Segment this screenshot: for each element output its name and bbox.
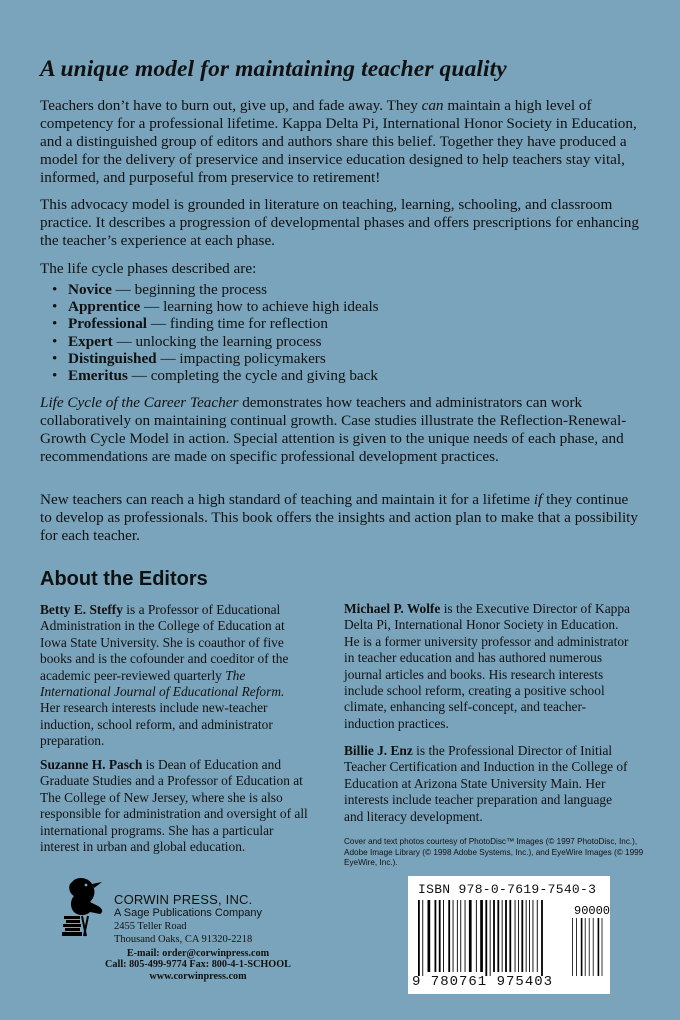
phase-description: — unlocking the learning process: [112, 332, 322, 350]
bullet-icon: •: [52, 281, 58, 298]
editor-name: Michael P. Wolfe: [344, 601, 441, 616]
corwin-raven-logo-icon: [60, 876, 110, 938]
barcode-addon: 90000: [574, 904, 611, 918]
barcode-bar: [485, 900, 487, 976]
book-description: [40, 394, 640, 466]
barcode-bar: [541, 900, 543, 976]
phase-name: Professional: [68, 315, 148, 333]
ean-digits: 9 780761 975403: [412, 974, 554, 990]
closing-paragraph: [40, 491, 640, 545]
publisher-website: www.corwinpress.com: [149, 970, 247, 982]
barcode-bars-icon: [414, 900, 611, 976]
barcode-bar: [529, 900, 530, 972]
editor-name: Betty E. Steffy: [40, 602, 123, 617]
barcode-bar: [480, 900, 483, 972]
barcode-bar: [515, 900, 516, 972]
phase-item: [52, 298, 612, 315]
isbn-number: ISBN 978-0-7619-7540-3: [418, 882, 597, 897]
barcode-bar: [435, 900, 437, 972]
barcode-bar: [497, 900, 499, 972]
barcode-addon-bar: [585, 918, 586, 976]
editor-bio-text: Her research interests include new-teacher induction, school reform, and administrator preparation.: [40, 700, 273, 749]
phases-intro: The life cycle phases described are:: [40, 260, 257, 277]
barcode-bar: [537, 900, 538, 972]
photo-credits: Cover and text photos courtesy of PhotoDisc™ Images (© 1997 PhotoDisc, Inc.), Adobe Image Library (© 1998 Adobe Systems, Inc.), and EyeWire Images (© 1999 EyeWire, Inc.).: [344, 837, 644, 867]
phase-description: — learning how to achieve high ideals: [140, 298, 379, 316]
book-description-text: demonstrates how teachers and administrators can work collaboratively on maintaining continual growth. Case studies illustrate the Reflection-Renewal-Growth Cycle Model in action. Special attention is given to the unique needs of each phase, and recommendations are made on specific professional development practices.: [40, 394, 627, 465]
book-title: Life Cycle of the Career Teacher: [40, 394, 239, 411]
barcode-addon-bar: [589, 918, 590, 976]
editor-bio-steffy: [40, 602, 302, 750]
barcode-bar: [457, 900, 458, 972]
editor-bio-wolfe: [344, 601, 634, 732]
publisher-name: CORWIN PRESS, INC.: [114, 892, 253, 907]
publisher-phone-fax: Call: 805-499-9774 Fax: 800-4-1-SCHOOL: [105, 959, 291, 971]
bullet-icon: •: [52, 315, 58, 333]
barcode-addon-bar: [576, 918, 577, 976]
phase-description: — beginning the process: [111, 281, 268, 298]
publisher-address: [114, 921, 252, 946]
bullet-icon: •: [52, 298, 58, 316]
barcode-bar: [533, 900, 534, 972]
barcode-bar: [443, 900, 444, 972]
intro-emphasis: can: [421, 97, 444, 114]
phase-description: — impacting policymakers: [156, 349, 326, 367]
bullet-icon: •: [52, 349, 58, 367]
barcode-addon-bar: [598, 918, 600, 976]
editor-name: Suzanne H. Pasch: [40, 757, 143, 772]
intro-text-start: Teachers don’t have to burn out, give up, and fade away. They: [40, 97, 422, 114]
phase-item: [52, 333, 612, 350]
phase-name: Expert: [68, 332, 113, 350]
barcode-bar: [509, 900, 511, 972]
barcode-bar: [505, 900, 507, 972]
barcode-bar: [460, 900, 461, 972]
barcode-bar: [469, 900, 472, 972]
barcode-bar: [476, 900, 477, 972]
headline: A unique model for maintaining teacher quality: [40, 56, 507, 82]
barcode-bar: [428, 900, 431, 972]
editor-bio-text: is the Executive Director of Kappa Delta Pi, International Honor Society in Education. He is a former university professor and administrator in teacher education and has authored numerous journal articles and books. His research interests include school reform, creating a positive school climate, enhancing self-concept, and teacher-induction practices.: [344, 601, 630, 731]
intro-text-end: maintain a high level of competency for a professional lifetime. Kappa Delta Pi, International Honor Society in Education, and a distinguished group of editors and authors share this belief. Together they have produced a model for the delivery of preservice and inservice education designed to help teachers stay vital, informed, and purposeful from preservice to retirement!: [40, 97, 637, 186]
phase-name: Novice: [68, 281, 112, 298]
phase-item: [52, 281, 612, 298]
phase-item: [52, 315, 612, 332]
editor-name: Billie J. Enz: [344, 743, 413, 758]
about-editors-heading: About the Editors: [40, 568, 208, 590]
phases-list: [52, 281, 612, 384]
isbn-barcode: [408, 876, 610, 994]
barcode-addon-bar: [581, 918, 583, 976]
model-paragraph: This advocacy model is grounded in literature on teaching, learning, schooling, and classroom practice. It describes a progression of developmental phases and offers prescriptions for enhancing the teacher’s experience at each phase.: [40, 196, 639, 249]
barcode-addon-bar: [572, 918, 573, 976]
barcode-addon-bar: [602, 918, 603, 976]
publisher-email: E-mail: order@corwinpress.com: [126, 948, 270, 959]
address-line: 2455 Teller Road: [114, 921, 187, 932]
phase-name: Apprentice: [68, 298, 141, 316]
barcode-bar: [448, 900, 450, 972]
barcode-bar: [526, 900, 527, 972]
phase-name: Emeritus: [68, 367, 128, 385]
bullet-icon: •: [52, 367, 58, 385]
barcode-bar: [418, 900, 420, 976]
editor-bio-enz: [344, 743, 634, 825]
barcode-bar: [439, 900, 441, 972]
barcode-bar: [493, 900, 495, 972]
closing-text-end: they continue to develop as professionals. This book offers the insights and action plan to make that a possibility for each teacher.: [40, 491, 638, 544]
phase-description: — finding time for reflection: [147, 315, 328, 333]
closing-text-start: New teachers can reach a high standard of teaching and maintain it for a lifetime: [40, 491, 534, 508]
barcode-bar: [490, 900, 491, 976]
publisher-subtitle: A Sage Publications Company: [114, 907, 262, 919]
address-line: Thousand Oaks, CA 91320-2218: [114, 933, 253, 945]
phase-name: Distinguished: [68, 349, 157, 367]
editor-bio-text: is the Professional Director of Initial Teacher Certification and Induction in the College of Education at Arizona State University Main. Her interests include teacher preparation and language and literacy development.: [344, 743, 628, 824]
editor-bio-text: is a Professor of Educational Administration in the College of Education at Iowa State University. She is coauthor of five books and is the cofounder and coeditor of the academic peer-reviewed quarterly: [40, 602, 289, 683]
phase-description: — completing the cycle and giving back: [127, 367, 379, 385]
phase-item: [52, 350, 612, 367]
barcode-bar: [453, 900, 454, 972]
barcode-bar: [502, 900, 503, 972]
editor-bio-text: is Dean of Education and Graduate Studies and a Professor of Education at The College of New Jersey, where she is also responsible for administration and oversight of all international programs. She has a particular interest in urban and global education.: [40, 757, 308, 855]
closing-emphasis: if: [533, 491, 543, 508]
barcode-bar: [465, 900, 466, 972]
bullet-icon: •: [52, 332, 58, 350]
barcode-bar: [518, 900, 519, 972]
barcode-bar: [521, 900, 523, 972]
publisher-contact: [88, 948, 308, 982]
journal-title: The International Journal of Educational Reform.: [40, 667, 285, 700]
barcode-bar: [422, 900, 423, 976]
editor-bio-pasch: [40, 757, 310, 855]
phase-item: [52, 367, 612, 384]
barcode-addon-bar: [593, 918, 594, 976]
intro-paragraph: [40, 97, 640, 187]
